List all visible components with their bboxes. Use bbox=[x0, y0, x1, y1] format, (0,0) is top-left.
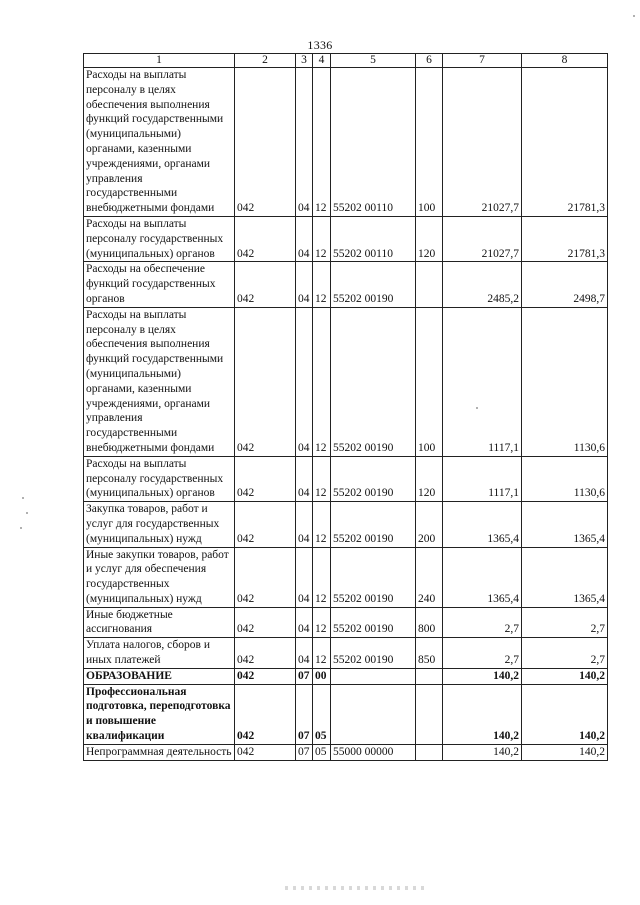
table-cell-c2: 042 bbox=[235, 307, 296, 456]
budget-table bbox=[83, 53, 608, 761]
table-cell-c3: 04 bbox=[296, 638, 313, 669]
table-row bbox=[84, 684, 608, 744]
row-label-cell: Уплата налогов, сборов и иных платежей bbox=[84, 638, 235, 669]
scan-artifact bbox=[285, 886, 425, 890]
table-cell-c7: 1117,1 bbox=[443, 456, 522, 501]
column-header: 3 bbox=[296, 54, 313, 68]
column-header-row bbox=[84, 54, 608, 68]
table-cell-c5: 55000 00000 bbox=[331, 744, 416, 760]
table-cell-c6: 850 bbox=[416, 638, 443, 669]
column-header: 4 bbox=[313, 54, 331, 68]
column-header: 5 bbox=[331, 54, 416, 68]
table-cell-c8: 1130,6 bbox=[522, 307, 608, 456]
table-cell-c3: 07 bbox=[296, 684, 313, 744]
table-cell-c5: 55202 00190 bbox=[331, 607, 416, 638]
table-cell-c8: 140,2 bbox=[522, 668, 608, 684]
table-row bbox=[84, 456, 608, 501]
table-cell-c2: 042 bbox=[235, 684, 296, 744]
table-cell-c8: 21781,3 bbox=[522, 216, 608, 261]
table-row bbox=[84, 307, 608, 456]
table-cell-c4: 05 bbox=[313, 684, 331, 744]
table-cell-c2: 042 bbox=[235, 668, 296, 684]
table-cell-c8: 140,2 bbox=[522, 684, 608, 744]
table-cell-c8: 2,7 bbox=[522, 638, 608, 669]
table-cell-c4: 12 bbox=[313, 216, 331, 261]
table-cell-c8: 21781,3 bbox=[522, 68, 608, 217]
table-cell-c6: 120 bbox=[416, 456, 443, 501]
table-row bbox=[84, 216, 608, 261]
table-cell-c8: 2,7 bbox=[522, 607, 608, 638]
table-cell-c6: 240 bbox=[416, 547, 443, 607]
table-cell-c5: 55202 00190 bbox=[331, 456, 416, 501]
table-row bbox=[84, 638, 608, 669]
table-cell-c6 bbox=[416, 668, 443, 684]
table-cell-c2: 042 bbox=[235, 744, 296, 760]
table-cell-c8: 1130,6 bbox=[522, 456, 608, 501]
table-cell-c5: 55202 00110 bbox=[331, 68, 416, 217]
row-label-cell: Расходы на выплаты персоналу государственных (муниципальных) органов bbox=[84, 216, 235, 261]
table-row bbox=[84, 547, 608, 607]
table-cell-c5: 55202 00190 bbox=[331, 262, 416, 307]
table-cell-c6: 120 bbox=[416, 216, 443, 261]
table-cell-c4: 12 bbox=[313, 262, 331, 307]
table-cell-c4: 12 bbox=[313, 456, 331, 501]
table-cell-c3: 04 bbox=[296, 456, 313, 501]
scan-artifact bbox=[26, 512, 28, 514]
table-cell-c2: 042 bbox=[235, 456, 296, 501]
table-cell-c5 bbox=[331, 684, 416, 744]
table-row bbox=[84, 502, 608, 547]
table-row bbox=[84, 68, 608, 217]
table-cell-c3: 04 bbox=[296, 216, 313, 261]
table-row bbox=[84, 744, 608, 760]
table-cell-c4: 12 bbox=[313, 502, 331, 547]
table-cell-c7: 2485,2 bbox=[443, 262, 522, 307]
table-cell-c6 bbox=[416, 684, 443, 744]
row-label-cell: Закупка товаров, работ и услуг для государственных (муниципальных) нужд bbox=[84, 502, 235, 547]
table-cell-c5: 55202 00190 bbox=[331, 307, 416, 456]
row-label-cell: Расходы на выплаты персоналу в целях обеспечения выполнения функций государственными (муниципальными) органами, казенными учреждениями, органами управления государственными внебюджетными фондами bbox=[84, 68, 235, 217]
table-cell-c7: 1365,4 bbox=[443, 502, 522, 547]
table-cell-c8: 1365,4 bbox=[522, 547, 608, 607]
table-cell-c2: 042 bbox=[235, 216, 296, 261]
table-cell-c7: 140,2 bbox=[443, 668, 522, 684]
scan-artifact bbox=[22, 497, 24, 499]
table-cell-c5 bbox=[331, 668, 416, 684]
table-cell-c3: 04 bbox=[296, 547, 313, 607]
page-number: 1336 bbox=[307, 38, 333, 52]
table-cell-c3: 04 bbox=[296, 607, 313, 638]
row-label-cell: Расходы на выплаты персоналу в целях обеспечения выполнения функций государственными (муниципальными) органами, казенными учреждениями, органами управления государственными внебюджетными фондами bbox=[84, 307, 235, 456]
column-header: 2 bbox=[235, 54, 296, 68]
table-cell-c7: 21027,7 bbox=[443, 216, 522, 261]
table-cell-c7: 140,2 bbox=[443, 684, 522, 744]
table-row bbox=[84, 668, 608, 684]
table-cell-c8: 140,2 bbox=[522, 744, 608, 760]
table-cell-c6: 800 bbox=[416, 607, 443, 638]
scan-artifact bbox=[476, 407, 478, 409]
table-row bbox=[84, 607, 608, 638]
table-cell-c7: 2,7 bbox=[443, 638, 522, 669]
column-header: 1 bbox=[84, 54, 235, 68]
table-cell-c3: 07 bbox=[296, 744, 313, 760]
table-cell-c3: 04 bbox=[296, 68, 313, 217]
row-label-cell: Расходы на обеспечение функций государственных органов bbox=[84, 262, 235, 307]
scan-artifact bbox=[633, 15, 635, 17]
table-cell-c5: 55202 00190 bbox=[331, 638, 416, 669]
table-cell-c3: 07 bbox=[296, 668, 313, 684]
table-cell-c3: 04 bbox=[296, 262, 313, 307]
table-cell-c5: 55202 00190 bbox=[331, 547, 416, 607]
table-cell-c4: 05 bbox=[313, 744, 331, 760]
table-cell-c3: 04 bbox=[296, 502, 313, 547]
table-cell-c6 bbox=[416, 262, 443, 307]
column-header: 6 bbox=[416, 54, 443, 68]
table-cell-c7: 2,7 bbox=[443, 607, 522, 638]
table-cell-c4: 12 bbox=[313, 547, 331, 607]
table-cell-c4: 12 bbox=[313, 607, 331, 638]
table-row bbox=[84, 262, 608, 307]
table-cell-c6: 100 bbox=[416, 68, 443, 217]
table-cell-c6 bbox=[416, 744, 443, 760]
table-cell-c2: 042 bbox=[235, 547, 296, 607]
column-header: 8 bbox=[522, 54, 608, 68]
table-cell-c8: 2498,7 bbox=[522, 262, 608, 307]
table-cell-c6: 200 bbox=[416, 502, 443, 547]
table-cell-c4: 12 bbox=[313, 307, 331, 456]
table-cell-c2: 042 bbox=[235, 638, 296, 669]
column-header: 7 bbox=[443, 54, 522, 68]
table-cell-c2: 042 bbox=[235, 68, 296, 217]
table-cell-c4: 12 bbox=[313, 68, 331, 217]
table-cell-c2: 042 bbox=[235, 262, 296, 307]
scan-artifact bbox=[20, 527, 22, 529]
table-cell-c2: 042 bbox=[235, 502, 296, 547]
row-label-cell: Иные закупки товаров, работ и услуг для обеспечения государственных (муниципальных) нужд bbox=[84, 547, 235, 607]
row-label-cell: Профессиональная подготовка, переподготовка и повышение квалификации bbox=[84, 684, 235, 744]
table-cell-c8: 1365,4 bbox=[522, 502, 608, 547]
table-cell-c5: 55202 00110 bbox=[331, 216, 416, 261]
row-label-cell: Непрограммная деятельность bbox=[84, 744, 235, 760]
table-cell-c5: 55202 00190 bbox=[331, 502, 416, 547]
row-label-cell: Иные бюджетные ассигнования bbox=[84, 607, 235, 638]
table-cell-c7: 1117,1 bbox=[443, 307, 522, 456]
table-cell-c7: 21027,7 bbox=[443, 68, 522, 217]
table-cell-c2: 042 bbox=[235, 607, 296, 638]
row-label-cell: Расходы на выплаты персоналу государственных (муниципальных) органов bbox=[84, 456, 235, 501]
table-cell-c3: 04 bbox=[296, 307, 313, 456]
table-cell-c4: 12 bbox=[313, 638, 331, 669]
table-cell-c4: 00 bbox=[313, 668, 331, 684]
table-cell-c7: 1365,4 bbox=[443, 547, 522, 607]
row-label-cell: ОБРАЗОВАНИЕ bbox=[84, 668, 235, 684]
table-cell-c6: 100 bbox=[416, 307, 443, 456]
table-cell-c7: 140,2 bbox=[443, 744, 522, 760]
